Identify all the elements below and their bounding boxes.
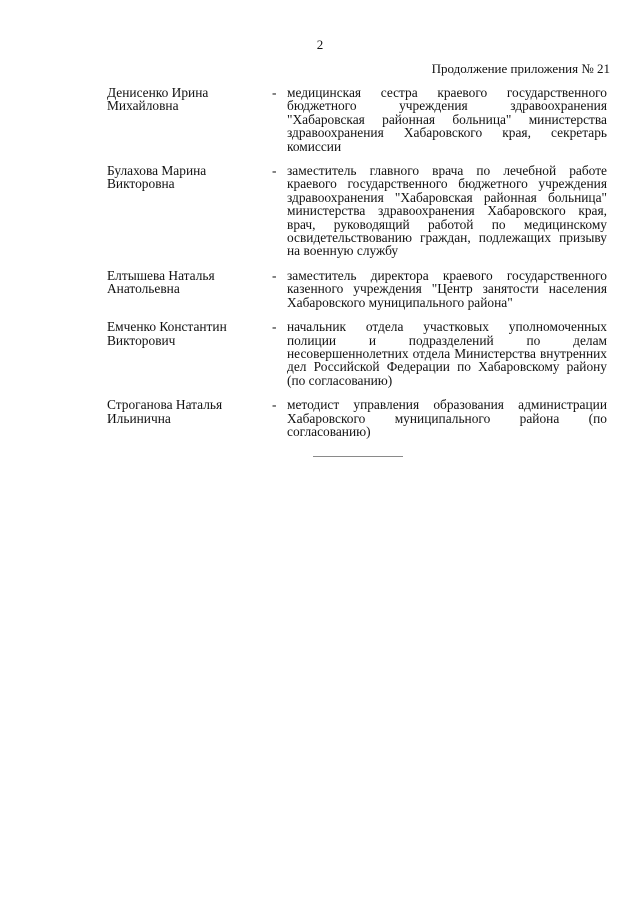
member-patronymic: Викторовна <box>107 176 175 192</box>
appendix-continuation-label: Продолжение приложения № 21 <box>431 61 610 76</box>
member-role: медицинская сестра краевого государственного бюджетного учреждения здравоохранения "Хабаровская районная больница" министерства здравоохранения Хабаровского края, секретарь комиссии <box>287 85 607 154</box>
member-patronymic: Анатольевна <box>107 281 180 297</box>
member-role: методист управления образования администрации Хабаровского муниципального района (по согласованию) <box>287 397 607 439</box>
member-name <box>107 398 272 425</box>
member-name <box>107 320 272 347</box>
member-dash: - <box>272 397 277 413</box>
member-patronymic: Михайловна <box>107 98 179 114</box>
member-patronymic: Викторович <box>107 332 176 348</box>
member-dash: - <box>272 267 277 283</box>
member-surname-first-name: Емченко Константин <box>107 319 227 335</box>
member-row <box>107 398 607 438</box>
member-dash: - <box>272 85 277 100</box>
member-role: начальник отдела участковых уполномоченных полиции и подразделений по делам несовершеннолетних отдела Министерства внутренних дел Российской Федерации по Хабаровскому району (по согласованию) <box>287 319 607 388</box>
member-dash: - <box>272 163 277 179</box>
end-divider-line <box>313 456 403 457</box>
member-row <box>107 269 607 309</box>
member-surname-first-name: Елтышева Наталья <box>107 267 215 283</box>
commission-members-list <box>107 86 607 449</box>
member-surname-first-name: Строганова Наталья <box>107 397 223 413</box>
member-role: заместитель главного врача по лечебной работе краевого государственного бюджетного учреждения здравоохранения "Хабаровская районная больница" министерства здравоохранения Хабаровского края, врач, руководящий работой по медицинскому освидетельствованию граждан, подлежащих призыву на военную службу <box>287 163 607 259</box>
member-row <box>107 164 607 258</box>
member-patronymic: Ильинична <box>107 410 171 426</box>
member-name <box>107 164 272 191</box>
page-number: 2 <box>316 37 324 52</box>
member-surname-first-name: Денисенко Ирина <box>107 85 209 100</box>
member-surname-first-name: Булахова Марина <box>107 163 207 179</box>
member-row <box>107 320 607 387</box>
member-name <box>107 86 272 113</box>
member-role: заместитель директора краевого государственного казенного учреждения "Центр занятости населения Хабаровского муниципального района" <box>287 267 607 310</box>
member-name <box>107 269 272 296</box>
member-row <box>107 86 607 153</box>
member-dash: - <box>272 319 277 335</box>
